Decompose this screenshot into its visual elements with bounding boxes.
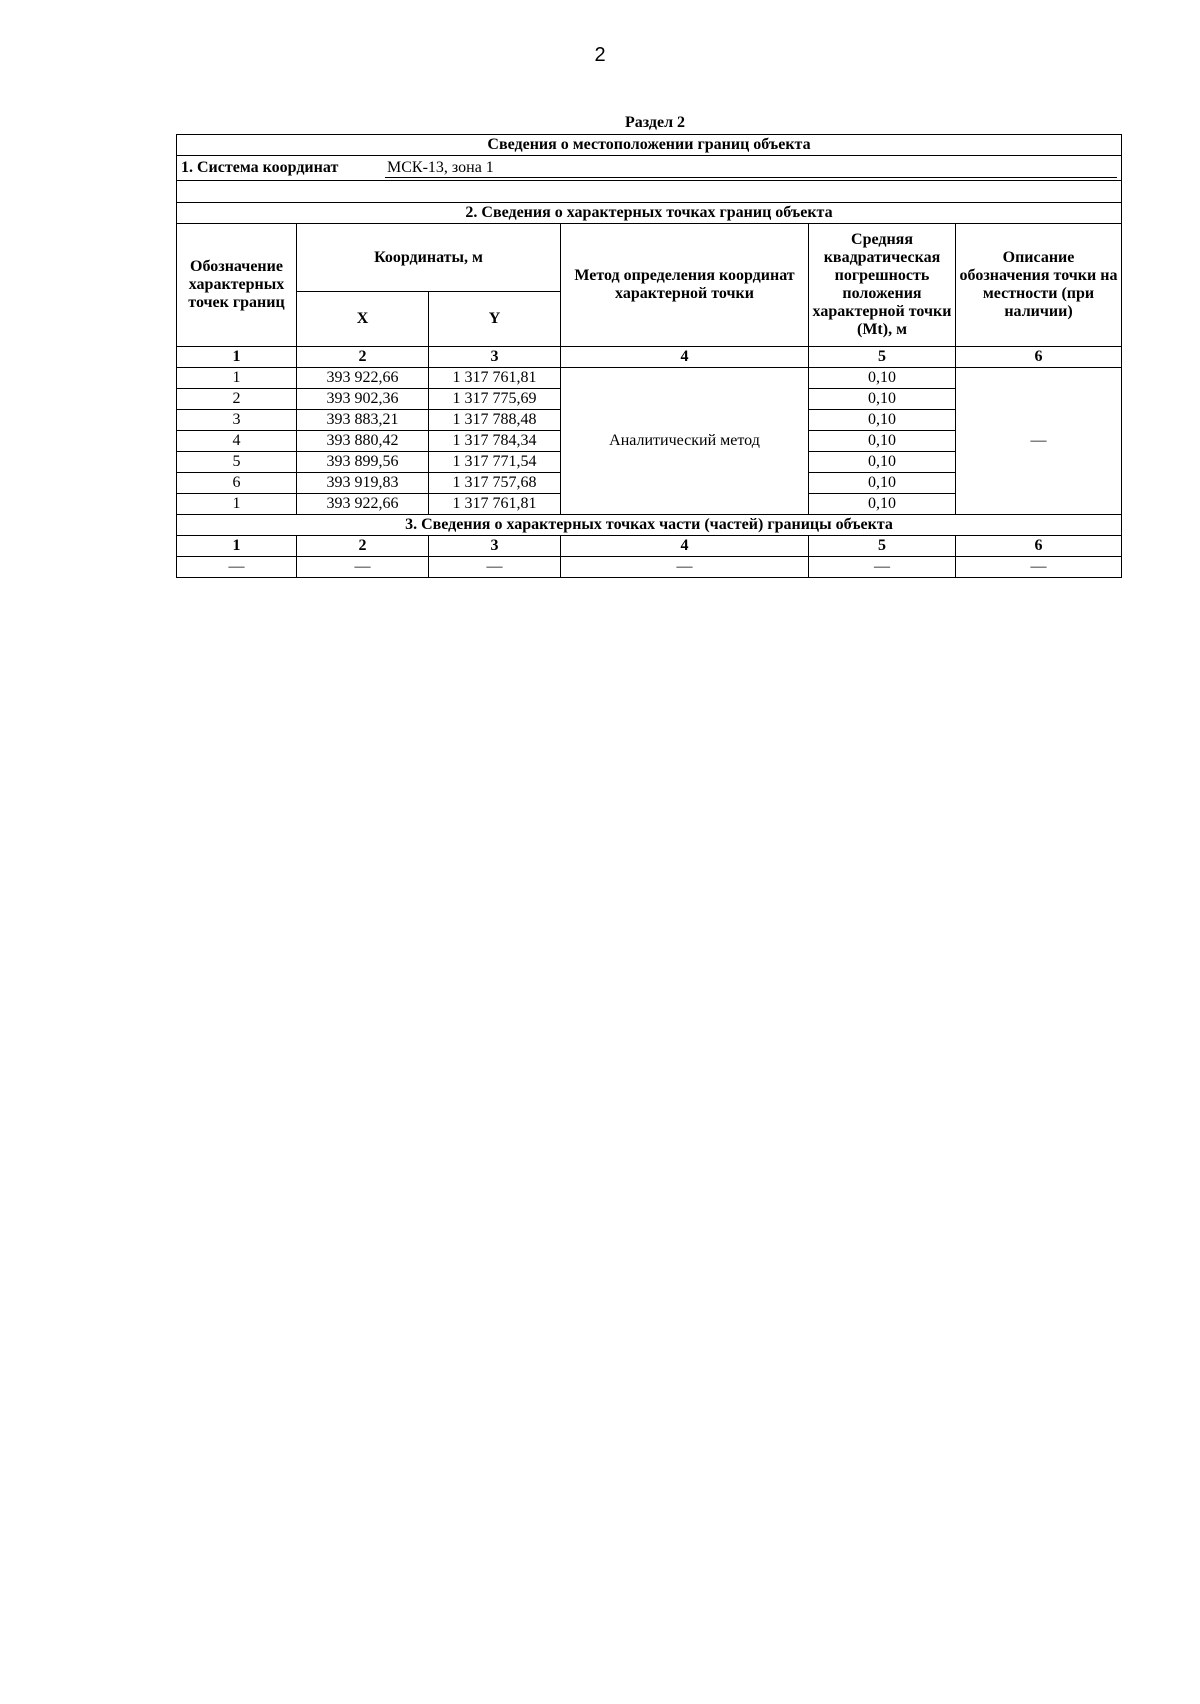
table-title: Сведения о местоположении границ объекта [177, 135, 1122, 156]
point-id: 5 [177, 452, 297, 473]
col-number: 1 [177, 347, 297, 368]
table-row [177, 368, 1122, 389]
coord-x: 393 902,36 [297, 389, 429, 410]
header-method: Метод определения координат характерной точки [561, 224, 809, 347]
dash-cell: — [429, 557, 561, 578]
description-value: — [1030, 432, 1047, 449]
coord-y: 1 317 784,34 [429, 431, 561, 452]
coord-y: 1 317 761,81 [429, 368, 561, 389]
error-value: 0,10 [809, 368, 956, 389]
header-point: Обозначение характерных точек границ [177, 224, 297, 347]
header-coords: Координаты, м [297, 224, 561, 292]
section-title: Раздел 2 [624, 114, 686, 131]
dash-cell: — [956, 557, 1122, 578]
coord-x: 393 919,83 [297, 473, 429, 494]
col-number: 5 [809, 536, 956, 557]
point-id: 6 [177, 473, 297, 494]
table-row [177, 557, 1122, 578]
description-cell [956, 368, 1122, 515]
blank-row [177, 181, 1122, 203]
boundary-table [176, 134, 1122, 578]
col-number: 2 [297, 536, 429, 557]
method-cell: Аналитический метод [561, 368, 809, 515]
coord-x: 393 899,56 [297, 452, 429, 473]
col-number: 6 [956, 347, 1122, 368]
col-number: 3 [429, 347, 561, 368]
coord-system-label: 1. Система координат [181, 158, 339, 176]
coord-system-row [177, 156, 1122, 181]
header-y: Y [429, 292, 561, 347]
error-value: 0,10 [809, 473, 956, 494]
coord-y: 1 317 761,81 [429, 494, 561, 515]
col-number: 4 [561, 536, 809, 557]
point-id: 4 [177, 431, 297, 452]
col-number: 3 [429, 536, 561, 557]
dash-cell: — [297, 557, 429, 578]
error-value: 0,10 [809, 431, 956, 452]
part3-title: 3. Сведения о характерных точках части (частей) границы объекта [177, 515, 1122, 536]
coord-y: 1 317 788,48 [429, 410, 561, 431]
coord-system-value: МСК-13, зона 1 [385, 159, 1117, 178]
coord-y: 1 317 757,68 [429, 473, 561, 494]
coord-x: 393 880,42 [297, 431, 429, 452]
col-number: 5 [809, 347, 956, 368]
col-number: 4 [561, 347, 809, 368]
coord-x: 393 922,66 [297, 368, 429, 389]
coord-y: 1 317 775,69 [429, 389, 561, 410]
col-number: 2 [297, 347, 429, 368]
error-value: 0,10 [809, 410, 956, 431]
part2-title: 2. Сведения о характерных точках границ объекта [177, 203, 1122, 224]
header-description: Описание обозначения точки на местности (при наличии) [956, 224, 1122, 347]
error-value: 0,10 [809, 452, 956, 473]
col-number: 6 [956, 536, 1122, 557]
header-error: Средняя квадратическая погрешность положения характерной точки (Mt), м [809, 224, 956, 347]
error-value: 0,10 [809, 389, 956, 410]
point-id: 2 [177, 389, 297, 410]
point-id: 1 [177, 494, 297, 515]
dash-cell: — [177, 557, 297, 578]
point-id: 1 [177, 368, 297, 389]
page-number: 2 [594, 44, 606, 66]
coord-x: 393 922,66 [297, 494, 429, 515]
header-x: X [297, 292, 429, 347]
coord-x: 393 883,21 [297, 410, 429, 431]
dash-cell: — [809, 557, 956, 578]
dash-cell: — [561, 557, 809, 578]
point-id: 3 [177, 410, 297, 431]
error-value: 0,10 [809, 494, 956, 515]
col-number: 1 [177, 536, 297, 557]
coord-y: 1 317 771,54 [429, 452, 561, 473]
